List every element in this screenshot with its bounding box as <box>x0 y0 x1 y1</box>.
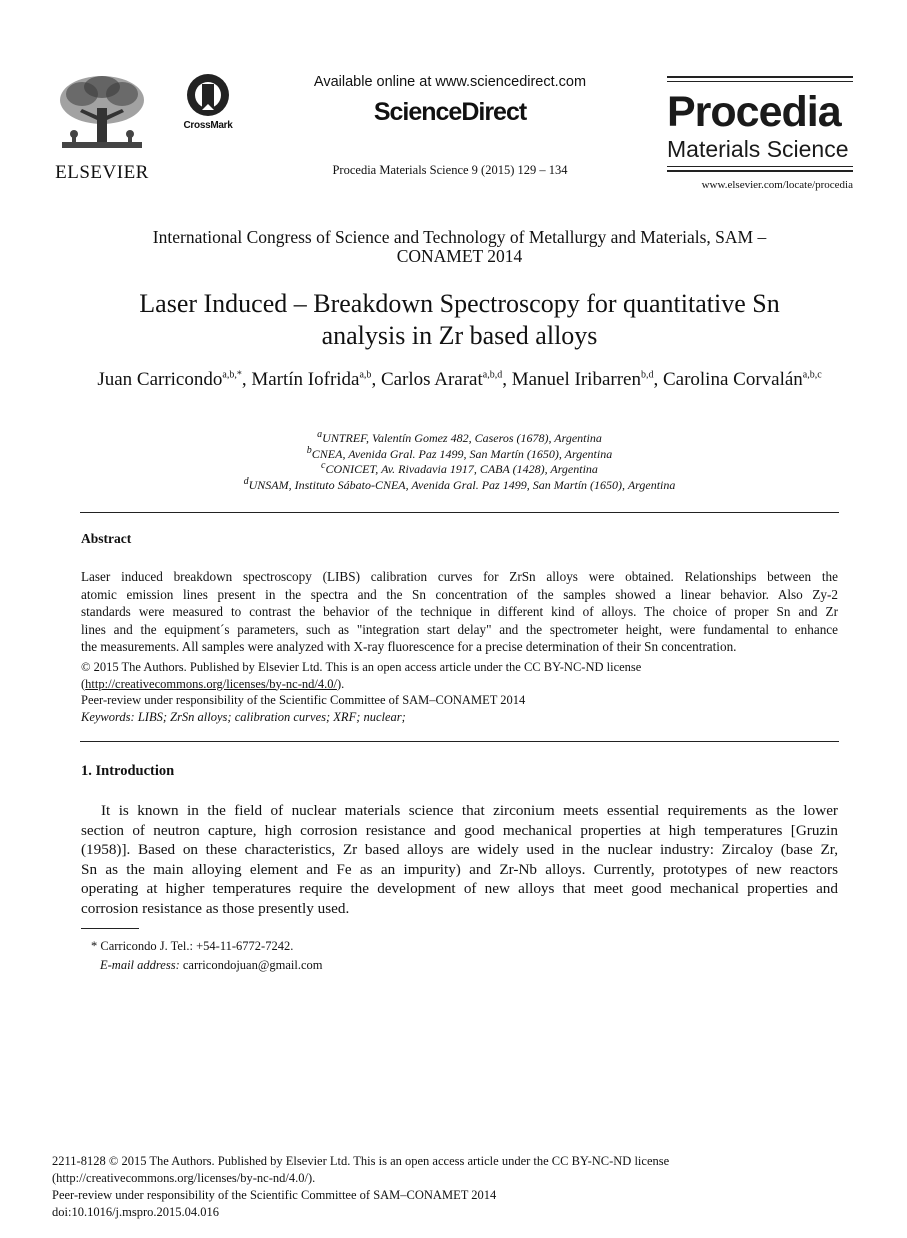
crossmark-logo[interactable] <box>176 72 240 134</box>
congress-name <box>80 228 839 266</box>
footer-issn-line: 2211-8128 © 2015 The Authors. Published by Elsevier Ltd. This is an open access article under the CC BY-NC-ND license <box>52 1154 670 1168</box>
affiliation-item: $^d$UNSAM, Instituto Sábato-CNEA, Avenida Gral. Paz 1499, San Martín (1650), Argentina <box>243 475 676 492</box>
author-sup: a,b,* <box>222 369 242 381</box>
paper-title <box>80 288 839 352</box>
license-link[interactable]: http://creativecommons.org/licenses/by-nc-nd/4.0/ <box>85 676 337 691</box>
intro-line: (1958)]. Based on these characteristics, Zr based alloys are widely used in the nuclear industry: Zircaloy (base Zr, <box>81 841 838 859</box>
author-name: Carolina Corvalán <box>662 369 803 390</box>
procedia-bottom-rule-thin <box>667 166 853 167</box>
email-label: E-mail address: <box>100 958 180 972</box>
intro-line: corrosion resistance as those presently used. <box>81 899 350 917</box>
email-address[interactable]: carricondojuan@gmail.com <box>182 958 323 972</box>
keywords-line <box>81 709 838 726</box>
elsevier-logo <box>52 72 152 183</box>
author-sup: a,b,d <box>482 369 503 381</box>
footnote-email-line <box>91 956 322 975</box>
intro-line: It is known in the field of nuclear materials science that zirconium meets essential requirements as the lower <box>101 802 838 819</box>
author-name: Martín Iofrida <box>251 369 360 390</box>
congress-line-2: CONAMET 2014 <box>396 246 523 266</box>
title-line-1: Laser Induced – Breakdown Spectroscopy for quantitative Sn <box>139 289 780 318</box>
footnote <box>91 937 322 975</box>
divider-bottom <box>80 741 839 742</box>
procedia-subtitle: Materials Science <box>667 136 849 162</box>
procedia-wordmark <box>667 90 853 162</box>
abstract-line: lines and the equipment´s parameters, such as "integration start delay" and the spectrometer height, were fundamental to enhance <box>81 621 838 637</box>
affiliation-item: $^b$CNEA, Avenida Gral. Paz 1499, San Martín (1650), Argentina <box>306 444 613 461</box>
author-name: Juan Carricondo <box>97 369 223 390</box>
elsevier-tree-icon <box>52 72 152 154</box>
abstract-body <box>81 568 838 656</box>
procedia-top-rule-thin <box>667 81 853 82</box>
procedia-top-rule <box>667 76 853 78</box>
procedia-title: Procedia <box>667 88 841 136</box>
footer-doi[interactable]: doi:10.1016/j.mspro.2015.04.016 <box>52 1205 220 1219</box>
sciencedirect-wordmark[interactable]: ScienceDirect <box>373 98 527 126</box>
intro-line: section of neutron capture, high corrosion resistance and good mechanical properties at high temperatures [Gruzin <box>81 821 838 839</box>
author-name: Carlos Ararat <box>380 369 483 390</box>
abstract-meta <box>81 659 838 725</box>
author-sup: a,b <box>359 369 372 381</box>
copyright-line: © 2015 The Authors. Published by Elsevier Ltd. This is an open access article under the CC BY-NC-ND license <box>81 660 642 674</box>
keywords-label: Keywords: <box>81 709 135 724</box>
crossmark-label: CrossMark <box>183 120 233 131</box>
author-name: Manuel Iribarren <box>511 369 641 390</box>
available-online-text: Available online at www.sciencedirect.com <box>313 74 587 90</box>
footnote-tel: * Carricondo J. Tel.: +54-11-6772-7242. <box>91 939 294 953</box>
copyright-url-line: (http://creativecommons.org/licenses/by-nc-nd/4.0/). <box>81 676 345 691</box>
author-list: Juan Carricondo$^{a,b,*}$, Martín Iofrida$^{a,b}$, Carlos Ararat$^{a,b,d}$, Manuel Iribarren$^{b,d}$, Carolina Corvalán$^{a,b,c}$ <box>97 369 822 390</box>
keywords-value: LIBS; ZrSn alloys; calibration curves; XRF; nuclear; <box>137 709 406 724</box>
abstract-line: Laser induced breakdown spectroscopy (LIBS) calibration curves for ZrSn alloys were obtained. Relationships between the <box>81 569 838 584</box>
intro-line: operating at higher temperatures require the development of new alloys that meet good mechanical properties and <box>81 880 838 898</box>
footer-peer-review: Peer-review under responsibility of the Scientific Committee of SAM–CONAMET 2014 <box>52 1188 497 1202</box>
author-sup: b,d <box>640 369 654 381</box>
footnote-rule <box>81 928 139 929</box>
footer-license-url[interactable]: (http://creativecommons.org/licenses/by-nc-nd/4.0/). <box>52 1171 316 1185</box>
procedia-url[interactable]: www.elsevier.com/locate/procedia <box>701 179 853 191</box>
divider-top <box>80 512 839 513</box>
affiliation-item: $^a$UNTREF, Valentín Gomez 482, Caseros (1678), Argentina <box>317 429 602 445</box>
abstract-heading: Abstract <box>81 531 132 546</box>
congress-line-1: International Congress of Science and Technology of Metallurgy and Materials, SAM – <box>152 227 767 247</box>
abstract-line: the measurements. All samples were analyzed with X-ray fluorescence for a precise determination of their Sn concentration. <box>81 639 737 655</box>
peer-review-line: Peer-review under responsibility of the Scientific Committee of SAM–CONAMET 2014 <box>81 693 526 707</box>
introduction-heading: 1. Introduction <box>81 763 175 779</box>
intro-line: Sn as the main alloying element and Fe as an impurity) and Zr-Nb alloys. Currently, prototypes of new reactors <box>81 860 838 878</box>
author-sup: a,b,c <box>802 369 822 381</box>
abstract-line: standards were measured to contrast the behavior of the technique in different kind of alloys. The choice of proper Sn and Zr <box>81 604 838 620</box>
procedia-bottom-rule <box>667 170 853 172</box>
crossmark-icon <box>185 72 231 118</box>
abstract-line: atomic emission lines present in the spectra and the Sn concentration of the samples showed a linear behavior. Also Zy-2 <box>81 586 838 602</box>
affiliation-item: $^c$CONICET, Av. Rivadavia 1917, CABA (1428), Argentina <box>321 460 598 476</box>
page-footer <box>52 1153 872 1221</box>
journal-reference: Procedia Materials Science 9 (2015) 129 – 134 <box>332 163 568 177</box>
elsevier-wordmark: ELSEVIER <box>55 162 149 183</box>
introduction-body <box>81 801 838 919</box>
affiliations <box>80 431 839 493</box>
title-line-2: analysis in Zr based alloys <box>321 321 598 350</box>
